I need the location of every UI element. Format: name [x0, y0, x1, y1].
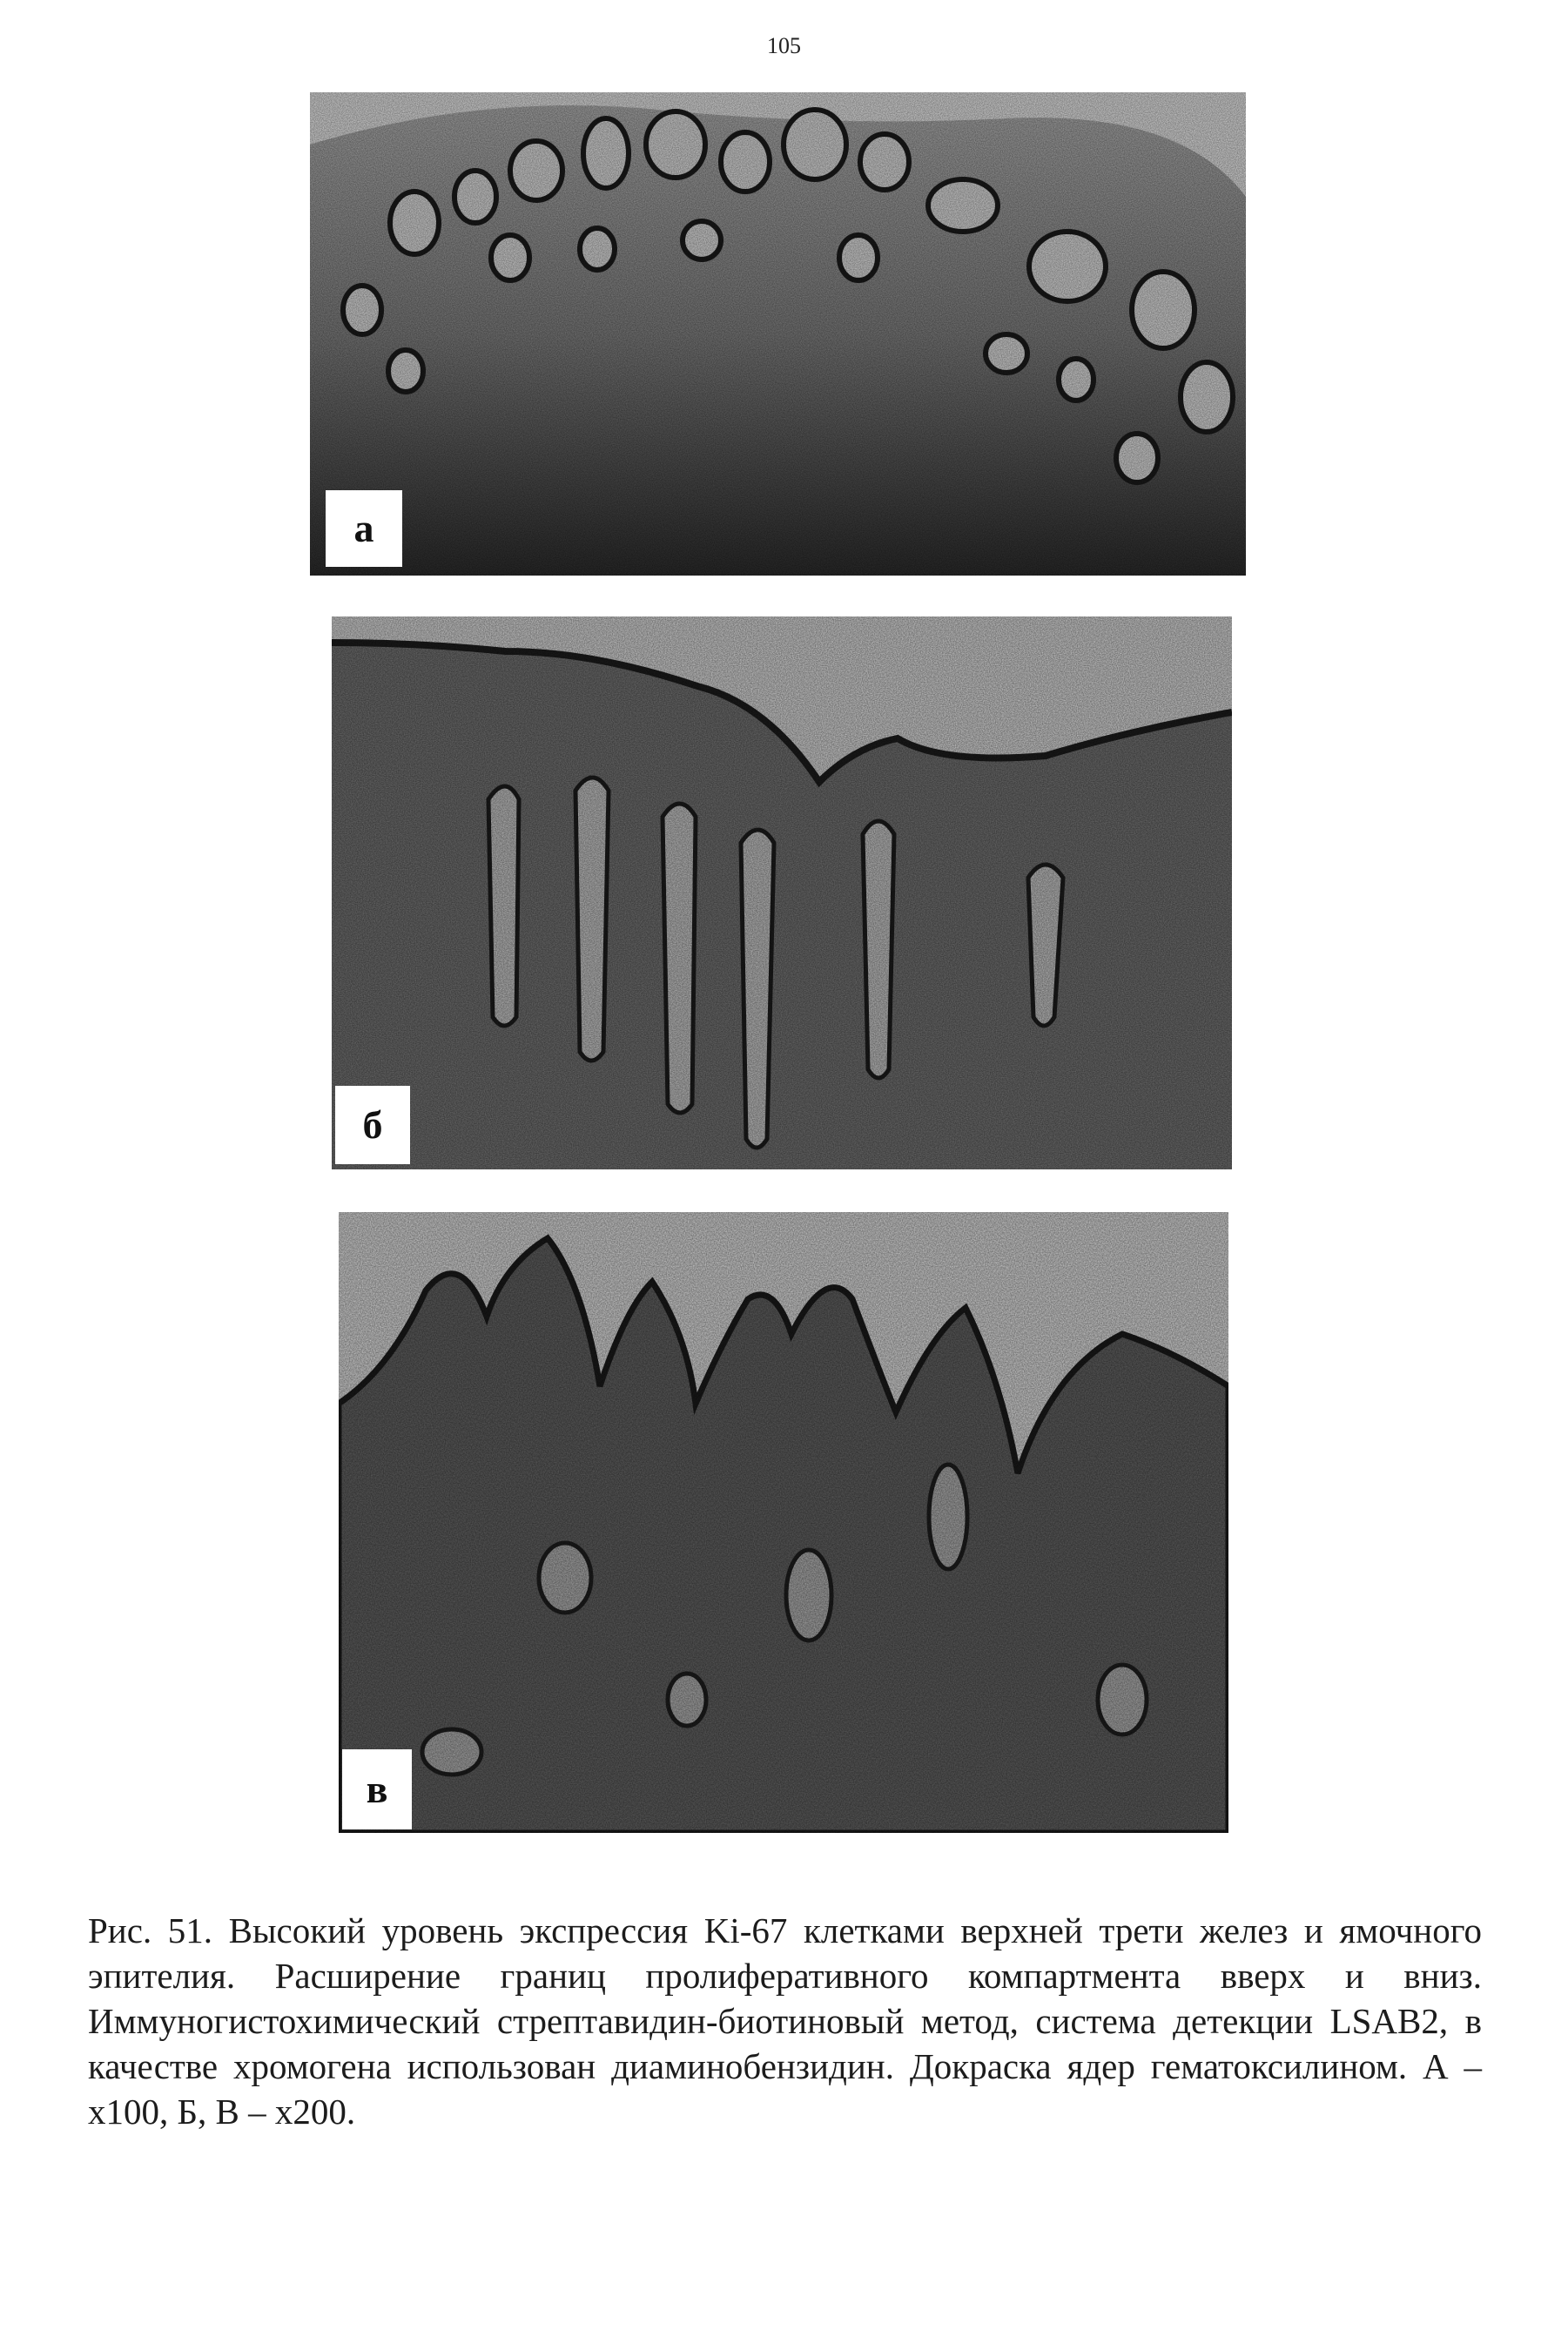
panel-label-a: а: [326, 490, 402, 567]
micrograph-a: [310, 92, 1246, 576]
figure-caption: Рис. 51. Высокий уровень экспрессия Ki-67 клетками верхней трети желез и ямочного эпителия. Расширение границ пролиферативного компартмента вверх и вниз. Иммуногистохимический стрептавидин-биотиновый метод, система детекции LSAB2, в качестве хромогена использован диаминобензидин. Докраска ядер гематоксилином. А – х100, Б, В – х200.: [88, 1910, 1482, 2132]
micrograph-a-image: [310, 92, 1246, 576]
page-number: 105: [767, 33, 801, 58]
micrograph-b-image: [332, 616, 1232, 1169]
micrograph-c-image: [339, 1212, 1228, 1833]
panel-label-b: б: [335, 1086, 410, 1164]
micrograph-c: [339, 1212, 1228, 1833]
panel-label-c: в: [342, 1749, 412, 1829]
micrograph-b: [332, 616, 1232, 1169]
